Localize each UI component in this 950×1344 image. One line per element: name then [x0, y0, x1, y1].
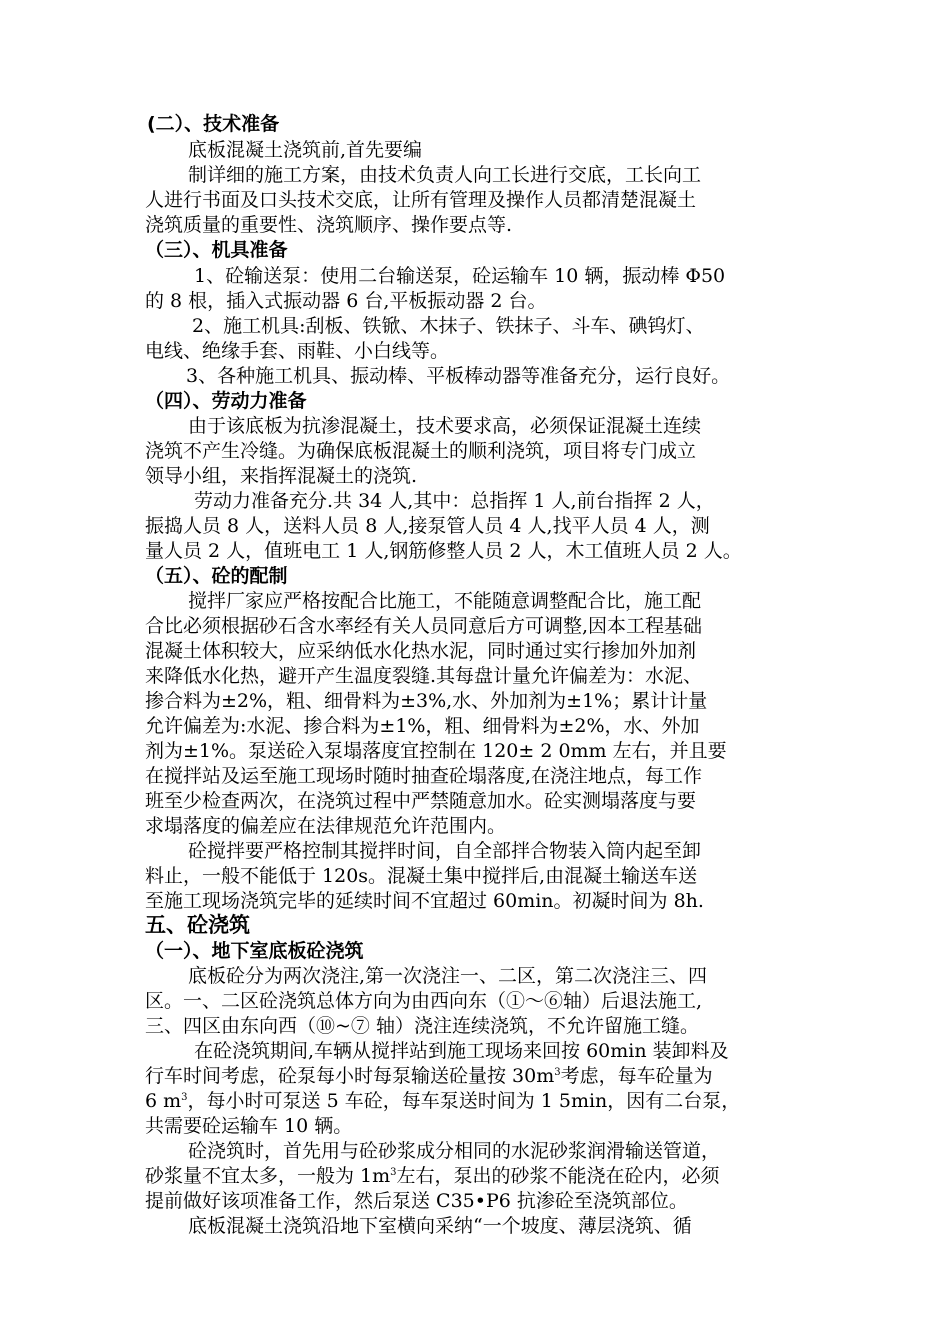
text-run: 6 m — [145, 1090, 182, 1112]
paragraph-line: 料止，一般不能低于 120s。混凝土集中搅拌后,由混凝土输送车送 — [145, 865, 698, 887]
paragraph-line: 剂为±1%。泵送砼入泵塌落度宜控制在 120± 2 0mm 左右，并且要 — [145, 740, 727, 762]
paragraph-line: 2、施工机具:刮板、铁锨、木抹子、铁抹子、斗车、碘钨灯、 — [192, 315, 705, 337]
paragraph-line: 班至少检查两次，在浇筑过程中严禁随意加水。砼实测塌落度与要 — [145, 790, 697, 812]
paragraph-line: 由于该底板为抗渗混凝土，技术要求高，必须保证混凝土连续 — [188, 415, 702, 437]
chapter-heading: 五、砼浇筑 — [145, 913, 250, 937]
superscript: 3 — [181, 1092, 188, 1103]
paragraph-line: 底板混凝土浇筑前,首先要编 — [188, 139, 423, 161]
paragraph-line: 在搅拌站及运至施工现场时随时抽查砼塌落度,在浇注地点，每工作 — [145, 765, 703, 787]
paragraph-line — [145, 1063, 713, 1089]
paragraph-line: 在砼浇筑期间,车辆从搅拌站到施工现场来回按 60min 装卸料及 — [194, 1040, 729, 1062]
superscript: 3 — [390, 1167, 397, 1178]
superscript: 3 — [554, 1067, 561, 1078]
paragraph-line: 振捣人员 8 人，送料人员 8 人,接泵管人员 4 人,找平人员 4 人，测 — [145, 515, 710, 537]
paragraph-line: 至施工现场浇筑完毕的延续时间不宜超过 60min。初凝时间为 8h. — [145, 890, 704, 912]
paragraph-line: 来降低水化热，避开产生温度裂缝.其每盘计量允许偏差为：水泥、 — [145, 665, 703, 687]
paragraph-line: 1、砼输送泵：使用二台输送泵，砼运输车 10 辆，振动棒 Φ50 — [194, 265, 726, 287]
text-run: 左右，泵出的砂浆不能浇在砼内，必须 — [396, 1165, 720, 1187]
paragraph-line: 人进行书面及口头技术交底，让所有管理及操作人员都清楚混凝土 — [145, 189, 697, 211]
paragraph-line: 制详细的施工方案，由技术负责人向工长进行交底，工长向工 — [188, 164, 702, 186]
section-heading: (二）、技术准备 — [147, 113, 280, 135]
paragraph-line: 量人员 2 人，值班电工 1 人,钢筋修整人员 2 人，木工值班人员 2 人。 — [145, 540, 742, 562]
paragraph-line: 的 8 根，插入式振动器 6 台,平板振动器 2 台。 — [145, 290, 547, 312]
paragraph-line: 求塌落度的偏差应在法律规范允许范围内。 — [145, 815, 507, 837]
section-heading: （五）、砼的配制 — [145, 565, 288, 587]
paragraph-line: 领导小组，来指挥混凝土的浇筑. — [145, 465, 418, 487]
text-run: 行车时间考虑，砼泵每小时每泵输送砼量按 30m — [145, 1065, 555, 1087]
paragraph-line: 共需要砼运输车 10 辆。 — [145, 1115, 353, 1137]
paragraph-line: 掺合料为±2%，粗、细骨料为±3%,水、外加剂为±1%；累计计量 — [145, 690, 708, 712]
paragraph-line — [145, 1163, 720, 1189]
paragraph-line: 合比必须根据砂石含水率经有关人员同意后方可调整,因本工程基础 — [145, 615, 703, 637]
text-run: 砂浆量不宜太多，一般为 1m — [145, 1165, 391, 1187]
paragraph-line: 底板混凝土浇筑沿地下室横向采纳“一个坡度、薄层浇筑、循 — [188, 1215, 692, 1237]
section-heading: （三）、机具准备 — [145, 239, 288, 261]
paragraph-line: 搅拌厂家应严格按配合比施工，不能随意调整配合比，施工配 — [188, 590, 702, 612]
paragraph-line — [145, 1088, 740, 1114]
paragraph-line: 电线、绝缘手套、雨鞋、小白线等。 — [145, 340, 450, 362]
text-run: 考虑，每车砼量为 — [560, 1065, 713, 1087]
section-heading: （一）、地下室底板砼浇筑 — [145, 940, 364, 962]
paragraph-line: 3、各种施工机具、振动棒、平板棒动器等准备充分，运行良好。 — [186, 365, 731, 387]
paragraph-line: 劳动力准备充分.共 34 人,其中：总指挥 1 人,前台指挥 2 人， — [194, 490, 715, 512]
paragraph-line: 浇筑质量的重要性、浇筑顺序、操作要点等. — [145, 214, 513, 236]
text-run: ，每小时可泵送 5 车砼，每车泵送时间为 1 5min，因有二台泵， — [187, 1090, 741, 1112]
paragraph-line: 提前做好该项准备工作，然后泵送 C35•P6 抗渗砼至浇筑部位。 — [145, 1190, 688, 1212]
paragraph-line: 允许偏差为:水泥、掺合料为±1%，粗、细骨料为±2%，水、外加 — [145, 715, 700, 737]
paragraph-line: 底板砼分为两次浇注,第一次浇注一、二区，第二次浇注三、四 — [188, 965, 708, 987]
paragraph-line: 浇筑不产生冷缝。为确保底板混凝土的顺利浇筑，项目将专门成立 — [145, 440, 697, 462]
section-heading: （四）、劳动力准备 — [145, 390, 307, 412]
paragraph-line: 区。一、二区砼浇筑总体方向为由西向东（①～⑥轴）后退法施工, — [145, 990, 703, 1012]
paragraph-line: 混凝土体积较大，应采纳低水化热水泥，同时通过实行掺加外加剂 — [145, 640, 697, 662]
paragraph-line: 砼浇筑时，首先用与砼砂浆成分相同的水泥砂浆润滑输送管道， — [188, 1140, 721, 1162]
paragraph-line: 砼搅拌要严格控制其搅拌时间，自全部拌合物装入筒内起至卸 — [188, 840, 702, 862]
paragraph-line: 三、四区由东向西（⑩~⑦ 轴）浇注连续浇筑，不允许留施工缝。 — [145, 1015, 699, 1037]
